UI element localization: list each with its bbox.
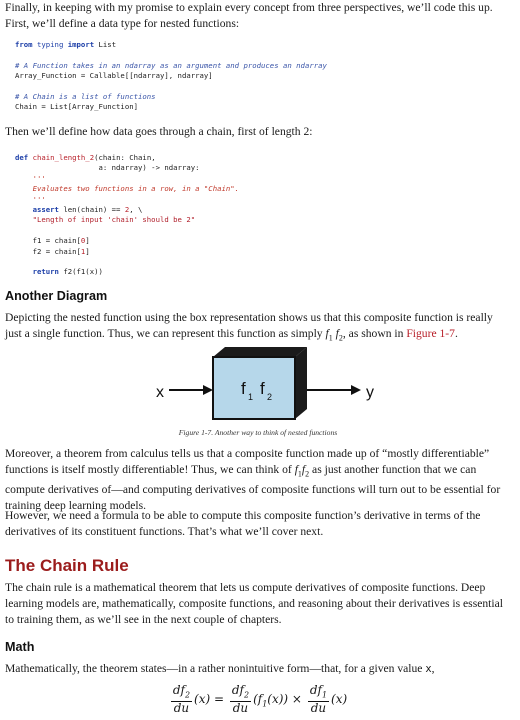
code-module: typing bbox=[36, 40, 64, 49]
eq-text: df bbox=[309, 683, 322, 697]
box-side-face bbox=[295, 347, 307, 419]
chain-rule-paragraph: The chain rule is a mathematical theorem that lets us compute derivatives of composite functions. Deep learning models are, mathematically, composite functions, and reasoning about their derivatives is essential to training them, as we’ll see in the next couple of chapters. bbox=[5, 581, 503, 626]
code-number: 1 bbox=[80, 246, 86, 256]
code-text: List bbox=[98, 40, 117, 49]
figure-caption: Figure 1-7. Another way to think of nested functions bbox=[178, 428, 338, 437]
code-text: f1 = chain[ bbox=[15, 236, 81, 246]
code-text: ] bbox=[85, 236, 90, 246]
code-number: 2 bbox=[124, 205, 130, 215]
math-sub: 2 bbox=[305, 469, 310, 479]
text-run: . bbox=[454, 327, 458, 340]
eq-sub: 2 bbox=[184, 690, 191, 700]
eq-text: df bbox=[231, 683, 244, 697]
code-function-name: chain_length_2 bbox=[32, 153, 95, 162]
code-text: f2(f1(x)) bbox=[58, 267, 103, 277]
code-block-chain bbox=[5, 153, 511, 278]
code-line: Chain = List[Array_Function] bbox=[15, 102, 139, 112]
text-run: , as shown in bbox=[342, 327, 407, 340]
box-f2: f bbox=[260, 379, 265, 398]
however-paragraph: However, we need a formula to be able to compute this composite function’s derivative in terms of the derivatives of its constituent functions. That’s what we’ll cover next. bbox=[5, 509, 481, 538]
code-text: , \ bbox=[129, 205, 143, 215]
box-f1: f bbox=[241, 379, 246, 398]
code-keyword: return bbox=[32, 267, 59, 277]
moreover-paragraph bbox=[5, 446, 511, 514]
math-sub: 1 bbox=[328, 333, 333, 343]
input-arrow-head bbox=[203, 385, 213, 395]
function-box bbox=[213, 357, 295, 419]
eq-sub: 1 bbox=[262, 699, 268, 709]
code-keyword: def bbox=[15, 153, 29, 162]
eq-text: df bbox=[172, 683, 185, 697]
code-docstring: Evaluates two functions in a row, in a "Chain". bbox=[15, 184, 240, 194]
eq-text: (f bbox=[253, 692, 263, 707]
math-paragraph bbox=[5, 661, 511, 677]
box-sub1: 1 bbox=[248, 392, 254, 402]
code-keyword: assert bbox=[32, 205, 59, 215]
heading-another-diagram: Another Diagram bbox=[5, 289, 108, 303]
fraction-mid bbox=[230, 684, 251, 715]
code-text: (chain: Chain, bbox=[94, 153, 156, 162]
code-line: a: ndarray) -> ndarray: bbox=[15, 163, 200, 173]
code-text: ] bbox=[85, 246, 90, 256]
text-run: Depicting the nested function using the box representation shows us that this composite function is really just a single function. Thus, we can represent this function as simply bbox=[5, 311, 493, 340]
code-docstring: ''' bbox=[15, 173, 46, 183]
code-text: len(chain) == bbox=[58, 205, 125, 215]
text-run: Moreover, a theorem from calculus tells us that a composite function made up of “mostly differentiable” functions is itself mostly differentiable! Thus, we can think of bbox=[5, 447, 490, 476]
output-label: y bbox=[366, 384, 374, 401]
eq-text: du bbox=[232, 701, 249, 716]
code-comment: # A Function takes in an ndarray as an argument and produces an ndarray bbox=[15, 60, 327, 70]
figure-link[interactable]: Figure 1-7 bbox=[406, 327, 455, 340]
heading-math: Math bbox=[5, 640, 35, 654]
code-keyword: from bbox=[15, 40, 33, 49]
code-comment: # A Chain is a list of functions bbox=[15, 92, 156, 102]
eq-text: du bbox=[310, 701, 327, 716]
math-var: f bbox=[301, 463, 306, 476]
text-run: as just another function that we can compute derivatives of—and computing derivatives of composite functions will turn out to be essential for training deep learning models. bbox=[5, 463, 501, 513]
math-var: f bbox=[325, 327, 329, 340]
math-sub: 2 bbox=[338, 333, 343, 343]
eq-sub: 1 bbox=[321, 690, 328, 700]
eq-text: (x)) × bbox=[267, 692, 302, 707]
text-run: Mathematically, the theorem states—in a rather nonintuitive form—that, for a given value bbox=[5, 662, 426, 675]
intro-paragraph: Finally, in keeping with my promise to explain every concept from three perspectives, we’ll code this up. First, we’ll define a data type for nested functions: bbox=[5, 1, 493, 30]
code-line: Array_Function = Callable[[ndarray], ndarray] bbox=[15, 71, 213, 81]
figure-nested-function-diagram bbox=[145, 345, 395, 425]
eq-text: du bbox=[173, 701, 190, 716]
output-arrow-head bbox=[351, 385, 361, 395]
code-number: 0 bbox=[80, 236, 86, 246]
fraction-lhs bbox=[171, 684, 192, 715]
code-docstring: ''' bbox=[15, 194, 46, 204]
box-top-face bbox=[213, 347, 307, 357]
eq-text: (x) = bbox=[194, 692, 225, 707]
text-run: , bbox=[431, 662, 435, 675]
code-string: "Length of input 'chain' should be 2" bbox=[15, 215, 196, 225]
math-sub: 1 bbox=[297, 469, 302, 479]
box-sub2: 2 bbox=[267, 392, 273, 402]
code-block-types bbox=[5, 40, 511, 113]
heading-chain-rule: The Chain Rule bbox=[5, 556, 129, 575]
input-label: x bbox=[156, 384, 164, 401]
math-var: f bbox=[335, 327, 339, 340]
code-text: f2 = chain[ bbox=[15, 246, 81, 256]
inline-code: x bbox=[425, 663, 432, 675]
eq-text: (x) bbox=[331, 692, 348, 707]
eq-sub: 2 bbox=[243, 690, 250, 700]
chain-intro-paragraph: Then we’ll define how data goes through a chain, first of length 2: bbox=[5, 125, 313, 138]
code-keyword: import bbox=[67, 40, 95, 49]
fraction-rhs bbox=[308, 684, 329, 715]
chain-rule-equation bbox=[5, 684, 511, 715]
math-var: f bbox=[294, 463, 298, 476]
diagram-paragraph bbox=[5, 310, 511, 346]
